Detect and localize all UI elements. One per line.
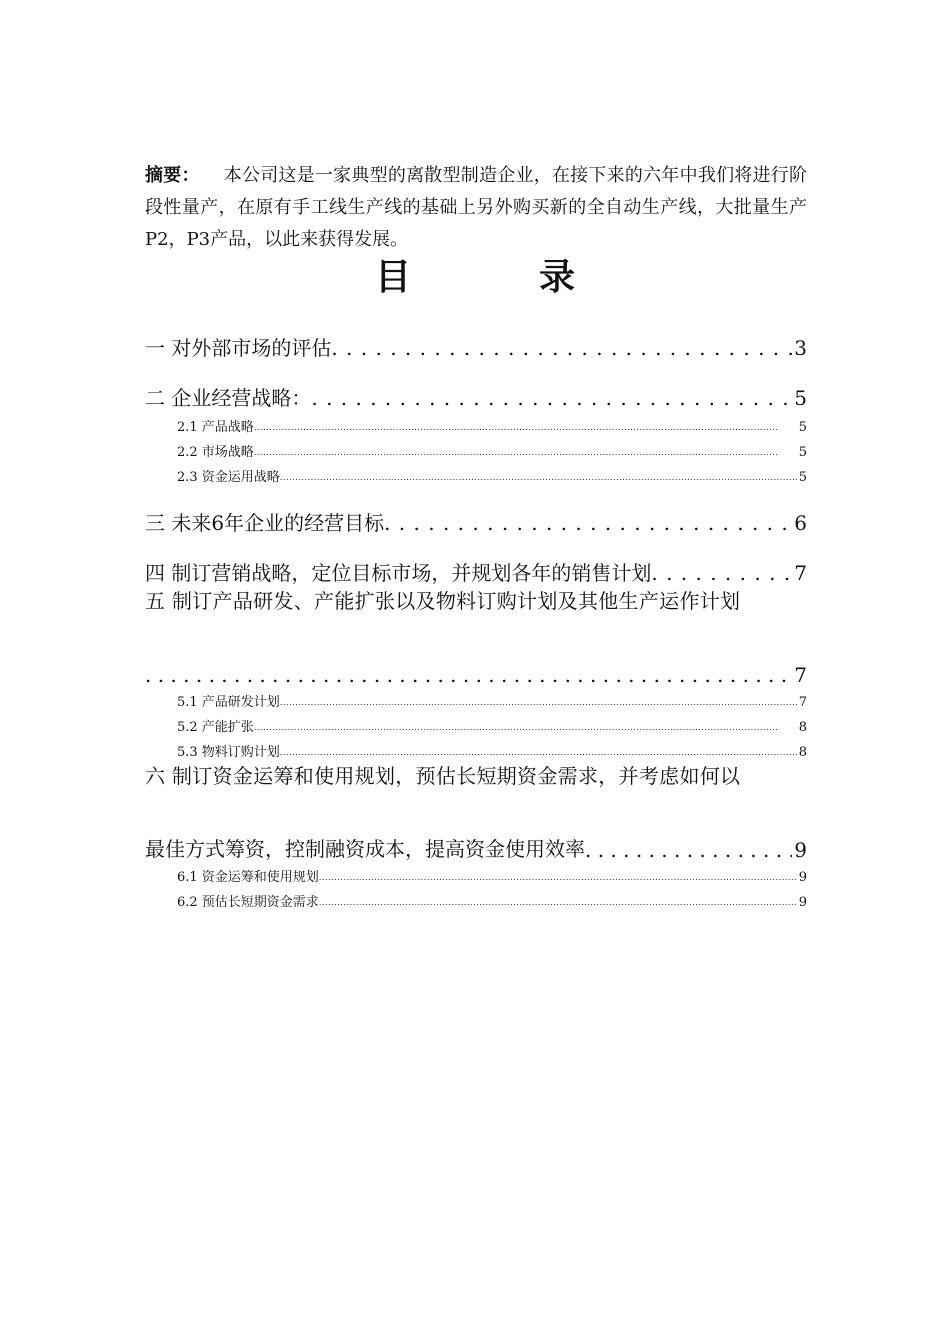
toc-subentry[interactable]	[145, 887, 807, 912]
toc-subentry[interactable]	[145, 712, 807, 737]
toc-entry-text: 六 制订资金运筹和使用规划，预估长短期资金需求，并考虑如何以	[145, 764, 741, 788]
toc-page-number: 7	[794, 561, 807, 585]
toc-subentry-text: 5.2 产能扩张	[177, 720, 254, 735]
toc-leader-dots	[280, 469, 797, 487]
toc-entry-text: 三 未来6年企业的经营目标	[145, 511, 385, 535]
toc-entry-wrapped-line[interactable]	[145, 762, 807, 812]
toc-subentry[interactable]	[145, 412, 807, 437]
toc-subentry-text: 5.1 产品研发计划	[177, 695, 280, 710]
toc-title-char-2: 录	[539, 256, 640, 298]
toc-page-number: 6	[794, 511, 807, 535]
toc-leader-dots	[280, 744, 797, 762]
toc-leader-dots	[319, 869, 797, 887]
abstract-text: 本公司这是一家典型的离散型制造企业，在接下来的六年中我们将进行阶段性量产，在原有手工线生产线的基础上另外购买新的全自动生产线，大批量生产P2，P3产品，以此来获得发展。	[145, 165, 808, 250]
toc-page-number: 9	[794, 838, 807, 862]
toc-subentry-text: 5.3 物料订购计划	[177, 745, 280, 760]
toc-entry[interactable]	[145, 812, 807, 862]
toc-leader-dots	[585, 838, 792, 862]
toc-page-number: 8	[798, 745, 807, 760]
toc-page-number: 9	[798, 895, 807, 910]
toc-title	[0, 255, 950, 299]
toc-page-number: 3	[794, 336, 807, 360]
toc-title-char-1: 目	[374, 256, 475, 298]
toc-entry-text: 一 对外部市场的评估	[145, 336, 332, 360]
toc-subentry[interactable]	[145, 462, 807, 487]
toc-leader-dots	[280, 694, 797, 712]
toc-subentry-text: 6.2 预估长短期资金需求	[177, 895, 319, 910]
toc-page-number: 5	[794, 386, 807, 410]
toc-leader-dots	[311, 384, 792, 412]
toc-leader-dots	[254, 419, 797, 437]
toc-leader-dots	[145, 663, 792, 687]
toc-entry[interactable]	[145, 637, 807, 687]
toc-leader-dots	[651, 559, 792, 587]
toc-page-number: 9	[798, 870, 807, 885]
toc-page-number: 5	[798, 445, 807, 460]
toc-leader-dots	[331, 334, 792, 362]
toc-subentry[interactable]	[145, 687, 807, 712]
table-of-contents	[145, 312, 807, 912]
toc-entry-text: 四 制订营销战略，定位目标市场，并规划各年的销售计划	[145, 561, 652, 585]
toc-leader-dots	[384, 509, 792, 537]
toc-page-number: 5	[798, 420, 807, 435]
toc-subentry-text: 6.1 资金运筹和使用规划	[177, 870, 319, 885]
abstract-label: 摘要：	[145, 165, 200, 186]
toc-entry[interactable]	[145, 312, 807, 362]
toc-subentry[interactable]	[145, 862, 807, 887]
toc-page-number: 8	[798, 720, 807, 735]
toc-entry[interactable]	[145, 537, 807, 587]
toc-page-number: 7	[794, 663, 807, 687]
toc-subentry-text: 2.2 市场战略	[177, 445, 254, 460]
toc-leader-dots	[319, 894, 797, 912]
toc-entry-text: 二 企业经营战略：	[145, 386, 312, 410]
toc-entry-text: 五 制订产品研发、产能扩张以及物料订购计划及其他生产运作计划	[145, 589, 741, 613]
toc-page-number: 5	[798, 470, 807, 485]
toc-entry-wrapped-line[interactable]	[145, 587, 807, 637]
toc-entry[interactable]	[145, 362, 807, 412]
abstract-paragraph	[145, 160, 807, 256]
toc-entry-text-continued: 最佳方式筹资，控制融资成本，提高资金使用效率	[145, 837, 585, 861]
toc-subentry-text: 2.1 产品战略	[177, 420, 254, 435]
toc-subentry-text: 2.3 资金运用战略	[177, 470, 280, 485]
toc-subentry[interactable]	[145, 737, 807, 762]
toc-subentry[interactable]	[145, 437, 807, 462]
toc-leader-dots	[254, 719, 797, 737]
toc-page-number: 7	[798, 695, 807, 710]
toc-leader-dots	[254, 444, 797, 462]
toc-entry[interactable]	[145, 487, 807, 537]
